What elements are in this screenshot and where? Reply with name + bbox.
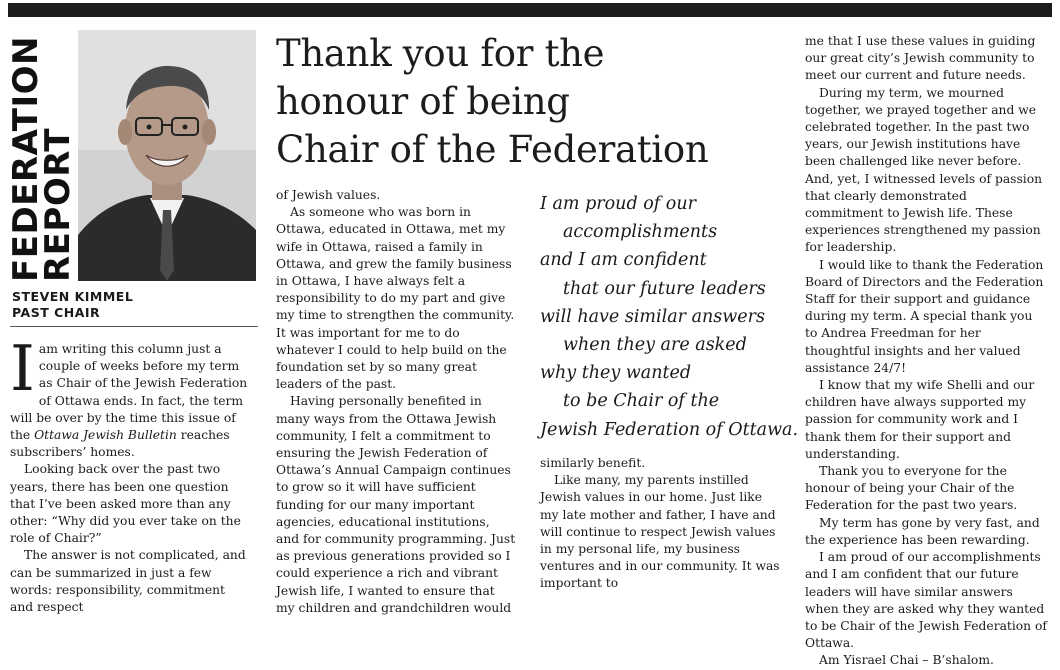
paragraph: The answer is not complicated, and can be summarized in just a few words: responsibility, commitment and respect xyxy=(10,548,246,615)
pull-quote-line: that our future leaders xyxy=(563,278,766,299)
headline-line-2: honour of being xyxy=(276,80,570,123)
paragraph xyxy=(10,332,250,461)
portrait-image xyxy=(78,30,256,281)
paragraph: I know that my wife Shelli and our children have always supported my passion for community work and I thank them for their support and understanding. xyxy=(805,378,1035,461)
headline-line-3: Chair of the Federation xyxy=(276,128,709,171)
pull-quote-line: when they are asked xyxy=(563,335,747,356)
paragraph: me that I use these values in guiding our great city’s Jewish community to meet our current and future needs. xyxy=(805,34,1036,83)
paragraph: Thank you to everyone for the honour of being your Chair of the Federation for the past two years. xyxy=(805,464,1018,513)
pull-quote-line: why they wanted xyxy=(540,363,692,384)
pull-quote xyxy=(540,190,799,444)
paragraph: Looking back over the past two years, there has been one question that I’ve been asked more than any other: “Why did you ever take on the role of Chair?” xyxy=(10,462,241,546)
paragraph: I would like to thank the Federation Board of Directors and the Federation Staff for their support and guidance during my term. A special thank you to Andrea Freedman for her thoughtful insights and her valued assistance 24/7! xyxy=(805,257,1044,375)
pull-quote-line: Jewish Federation of Ottawa. xyxy=(540,419,799,440)
paragraph: Am Yisrael Chai – B’shalom. xyxy=(819,653,994,668)
section-label-line2: REPORT xyxy=(38,127,78,282)
author-portrait-photo xyxy=(78,30,256,281)
paragraph: My term has gone by very fast, and the experience has been rewarding. xyxy=(805,515,1040,547)
article-column-3 xyxy=(540,455,780,593)
pull-quote-line: I am proud of our xyxy=(540,194,696,214)
paragraph: During my term, we mourned together, we prayed together and we celebrated together. In the past two years, our Jewish institutions have been challenged like never before. And, yet, I witnessed levels of passion that clearly demonstrated commitment to Jewish life. These experiences strengthened my passion for leadership. xyxy=(805,85,1043,255)
paragraph: As someone who was born in Ottawa, educated in Ottawa, met my wife in Ottawa, raised a family in Ottawa, and grew the family business in Ottawa, I have always felt a responsibility to do my part and give my time to strengthen the community. It was important for me to do whatever I could to help build on the foundation set by so many great leaders of the past. xyxy=(276,205,515,392)
headline-line-1: Thank you for the xyxy=(276,32,605,75)
byline-title: PAST CHAIR xyxy=(12,305,101,320)
article-column-1 xyxy=(10,332,250,616)
paragraph: similarly benefit. xyxy=(540,456,646,470)
section-label-line1: FEDERATION xyxy=(6,36,46,282)
headline xyxy=(276,30,776,174)
drop-cap: I xyxy=(10,332,35,405)
byline-name: STEVEN KIMMEL xyxy=(12,289,134,304)
byline-divider xyxy=(10,326,258,327)
paragraph: Like many, my parents instilled Jewish values in our home. Just like my late mother and father, I have and will continue to respect Jewish values in my personal life, my business ventures and in our community. It was important to xyxy=(540,473,780,591)
paragraph-text: am writing this column just a couple of weeks before my term as Chair of the Jewish Federation of Ottawa ends. In fact, the term will be over by the time this issue of the xyxy=(10,342,248,443)
pull-quote-line: accomplishments xyxy=(563,222,718,243)
pull-quote-line: to be Chair of the xyxy=(563,391,720,412)
paragraph: I am proud of our accomplishments and I am confident that our future leaders will have similar answers when they are asked why they wanted to be Chair of the Jewish Federation of Ottawa. xyxy=(805,550,1047,651)
paragraph: Having personally benefited in many ways from the Ottawa Jewish community, I felt a commitment to ensuring the Jewish Federation of Ottawa’s Annual Campaign continues to grow so it will have sufficient funding for our many important agencies, educational institutions, and for community programming. Just as previous generations provided so I could experience a rich and vibrant Jewish life, I wanted to ensure that my children and grandchildren would xyxy=(276,394,516,615)
article-column-2 xyxy=(276,187,516,617)
top-rule-bar xyxy=(8,3,1052,17)
article-column-4 xyxy=(805,33,1047,670)
paragraph: of Jewish values. xyxy=(276,188,381,202)
publication-name: Ottawa Jewish Bulletin xyxy=(34,428,177,443)
byline xyxy=(12,289,133,321)
pull-quote-line: will have similar answers xyxy=(540,306,765,327)
paragraph-text: reaches subscribers’ homes. xyxy=(10,428,230,460)
pull-quote-line: and I am confident xyxy=(540,250,707,271)
